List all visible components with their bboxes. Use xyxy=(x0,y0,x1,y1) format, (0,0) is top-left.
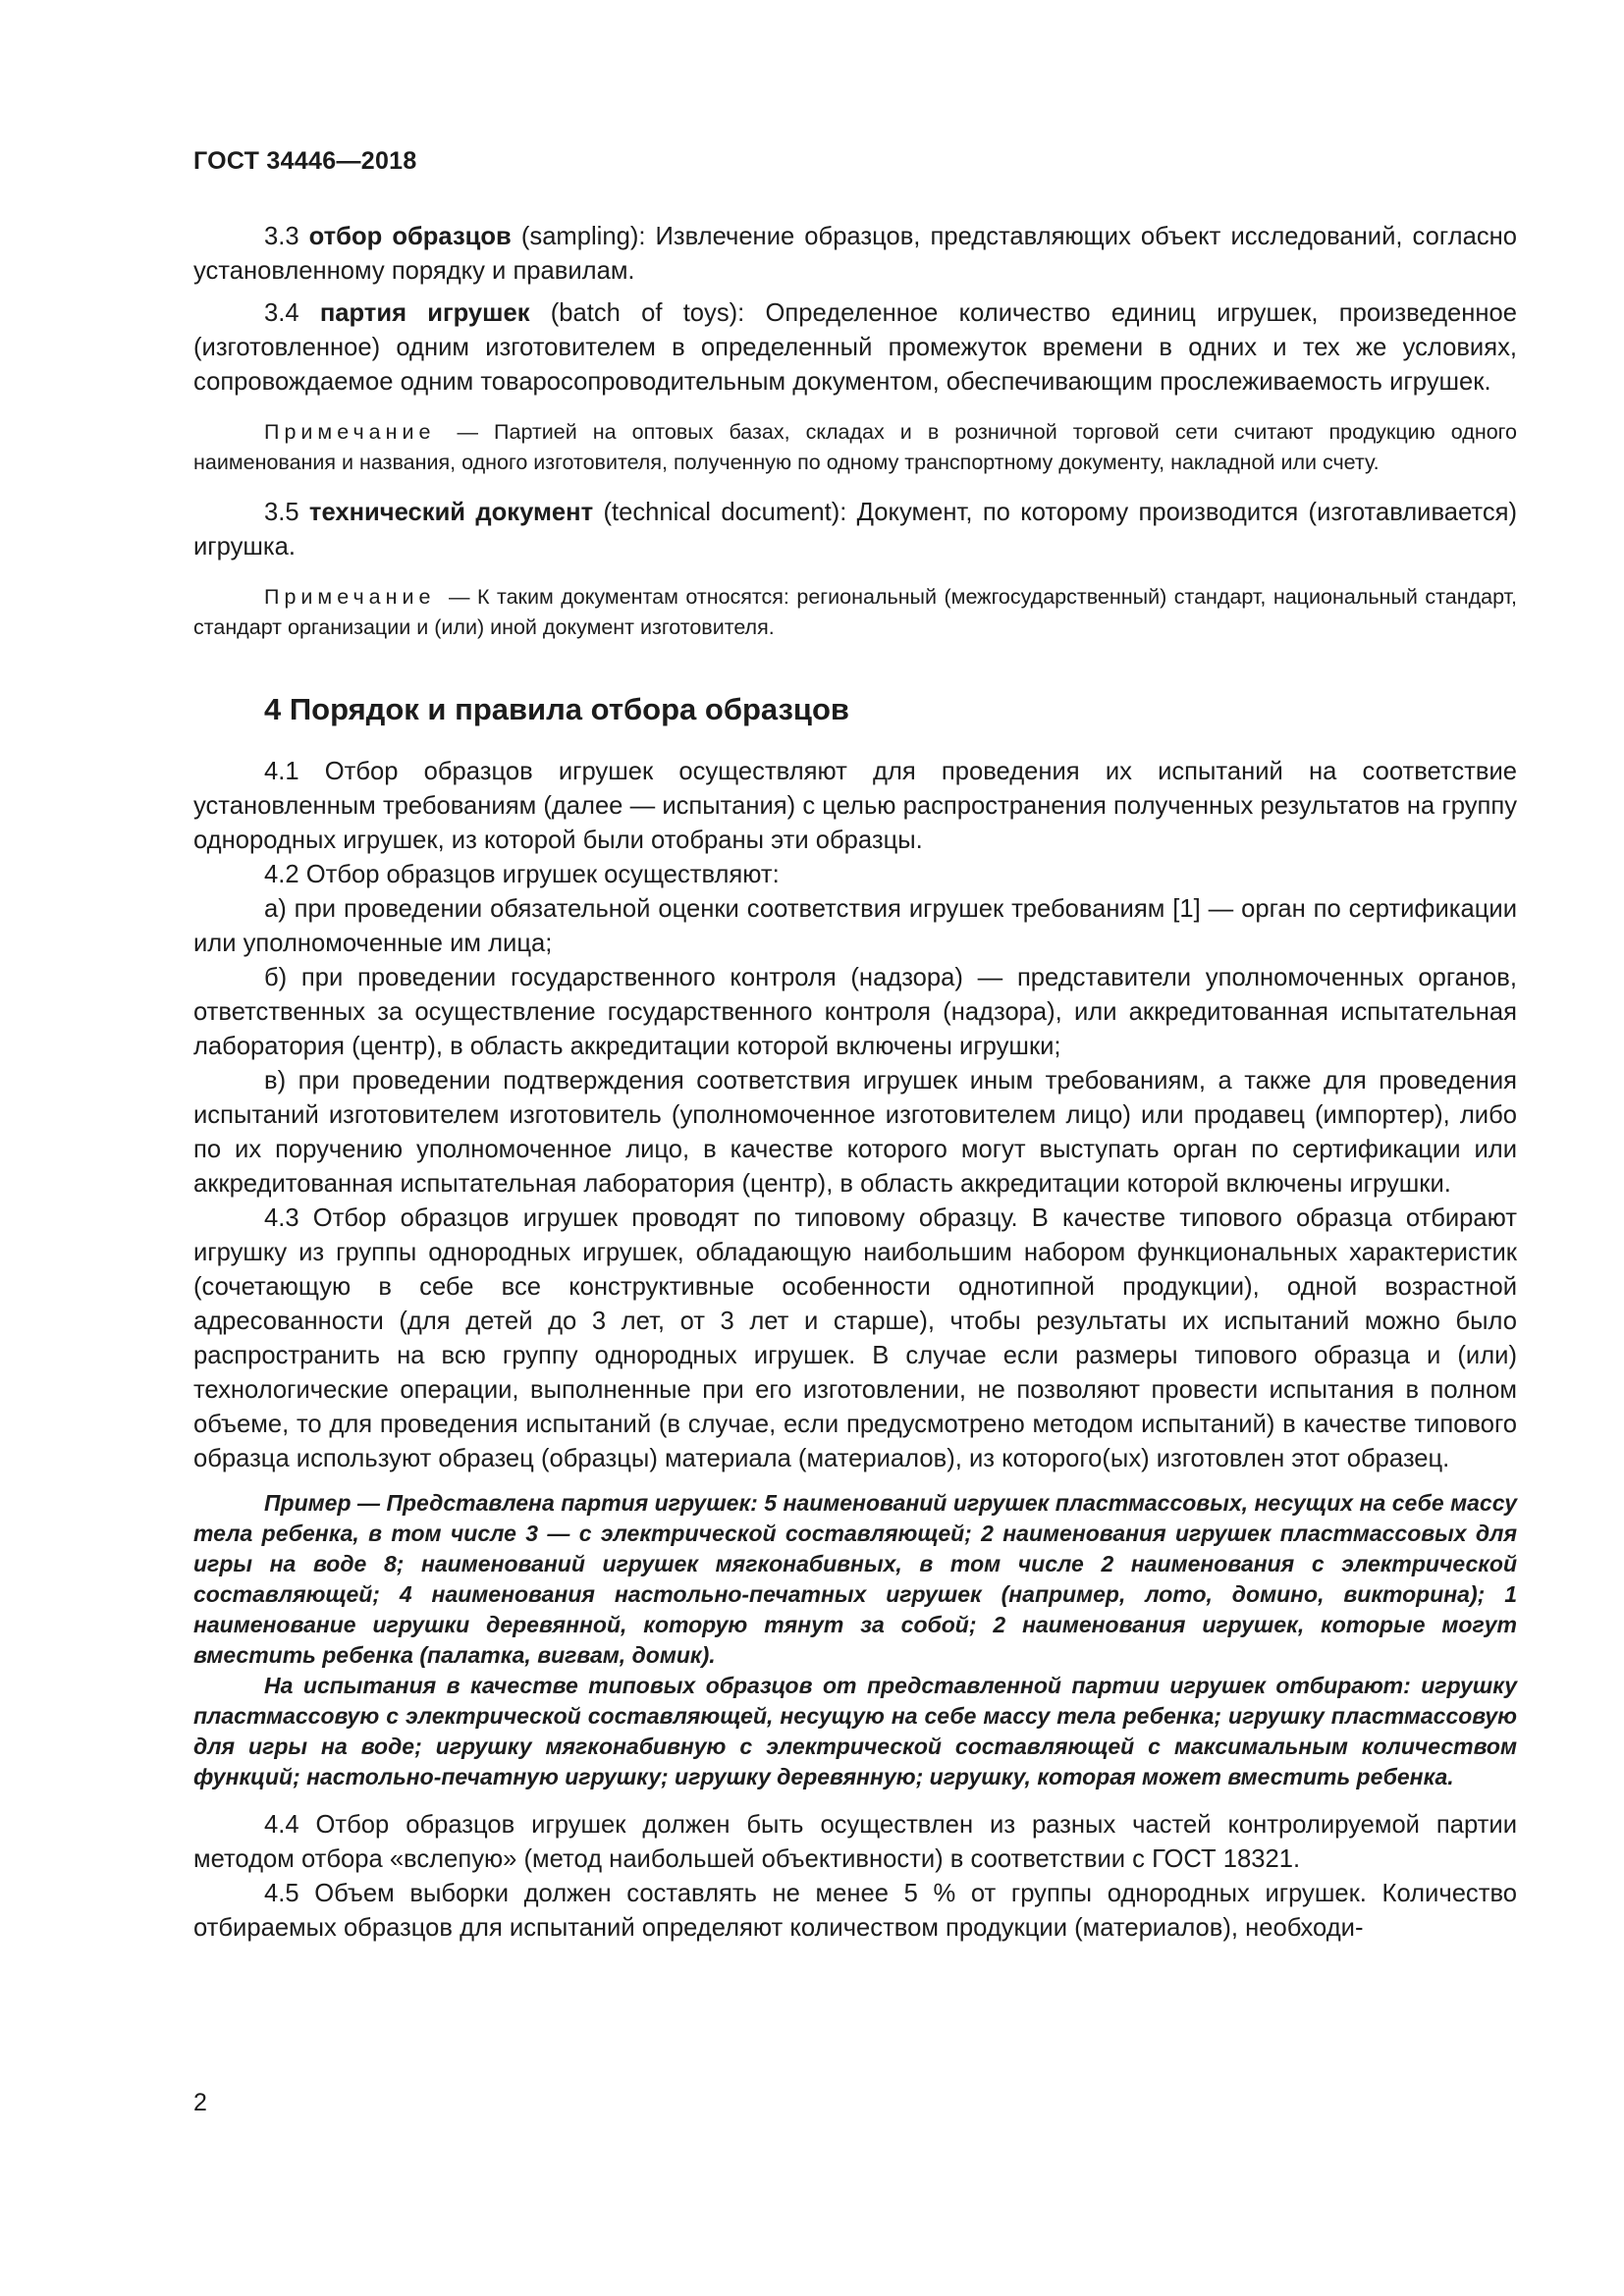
page-number: 2 xyxy=(193,2089,207,2116)
note-label: Примечание xyxy=(264,585,436,609)
clause-4-2-b: б) при проведении государственного контроля (надзора) — представители уполномоченных органов, ответственных за осуществление государственного контроля (надзора), или аккредитованная испытательная лаборатория (центр), в область аккредитации которой включены игрушки; xyxy=(193,964,1517,1060)
example-block xyxy=(193,1488,1517,1792)
clause-3-4 xyxy=(193,296,1517,400)
clause-3-3 xyxy=(193,220,1517,289)
example-paragraph-1: Пример — Представлена партия игрушек: 5 наименований игрушек пластмассовых, несущих на себе массу тела ребенка, в том числе 3 — с электрической составляющей; 2 наименования игрушек пластмассовых для игры на воде 8; наименований игрушек мягконабивных, в том числе 2 наименования с электрической составляющей; 4 наименования настольно-печатных игрушек (например, лото, домино, викторина); 1 наименование игрушки деревянной, которую тянут за собой; 2 наименования игрушек, которые могут вместить ребенка (палатка, вигвам, домик). xyxy=(193,1490,1517,1668)
note-text: — К таким документам относятся: региональный (межгосударственный) стандарт, национальный стандарт, стандарт организации и (или) иной документ изготовителя. xyxy=(193,585,1517,639)
clause-text: (batch of toys): Определенное количество единиц игрушек, произведенное (изготовленное) одним изготовителем в определенный промежуток времени в одних и тех же условиях, сопровождаемое одним товаросопроводительным документом, обеспечивающим прослеживаемость игрушек. xyxy=(193,299,1517,396)
page-content xyxy=(193,220,1517,1946)
clause-3-5 xyxy=(193,496,1517,564)
clause-4-4: 4.4 Отбор образцов игрушек должен быть осуществлен из разных частей контролируемой партии методом отбора «вслепую» (метод наибольшей объективности) в соответствии с ГОСТ 18321. xyxy=(193,1811,1517,1873)
term-batch-of-toys: партия игрушек xyxy=(319,299,530,327)
clause-number: 3.4 xyxy=(264,299,320,327)
note-3-5 xyxy=(193,582,1517,643)
clause-4-3: 4.3 Отбор образцов игрушек проводят по типовому образцу. В качестве типового образца отбирают игрушку из группы однородных игрушек, обладающую наибольшим набором функциональных характеристик (сочетающую в себе все конструктивные особенности однотипной продукции), одной возрастной адресованности (для детей до 3 лет, от 3 лет и старше), чтобы результаты их испытаний можно было распространить на всю группу однородных игрушек. В случае если размеры типового образца и (или) технологические операции, выполненные при его изготовлении, не позволяют провести испытания в полном объеме, то для проведения испытаний (в случае, если предусмотрено методом испытаний) в качестве типового образца используют образец (образцы) материала (материалов), из которого(ых) изготовлен этот образец. xyxy=(193,1204,1517,1472)
note-label: Примечание xyxy=(264,420,436,444)
clause-text: (technical document): Документ, по которому производится (изготавливается) игрушка. xyxy=(193,499,1517,561)
note-text: — Партией на оптовых базах, складах и в розничной торговой сети считают продукцию одного наименования и названия, одного изготовителя, полученную по одному транспортному документу, накладной или счету. xyxy=(193,420,1517,474)
clause-number: 3.3 xyxy=(264,223,309,250)
clause-4-1: 4.1 Отбор образцов игрушек осуществляют для проведения их испытаний на соответствие установленным требованиям (далее — испытания) с целью распространения полученных результатов на группу однородных игрушек, из которой были отобраны эти образцы. xyxy=(193,758,1517,854)
example-paragraph-2: На испытания в качестве типовых образцов от представленной партии игрушек отбирают: игрушку пластмассовую с электрической составляющей, несущую на себе массу тела ребенка; игрушку пластмассовую для игры на воде; игрушку мягконабивную с электрической составляющей с максимальным количеством функций; настольно-печатную игрушку; игрушку деревянную; игрушку, которая может вместить ребенка. xyxy=(193,1673,1517,1789)
clause-4-2-c: в) при проведении подтверждения соответствия игрушек иным требованиям, а также для проведения испытаний изготовителем изготовитель (уполномоченное изготовителем лицо) или продавец (импортер), либо по их поручению уполномоченное лицо, в качестве которого могут выступать орган по сертификации или аккредитованная испытательная лаборатория (центр), в область аккредитации которой включены игрушки. xyxy=(193,1067,1517,1198)
note-3-4 xyxy=(193,417,1517,478)
section-4-heading: 4 Порядок и правила отбора образцов xyxy=(264,692,849,726)
term-technical-document: технический документ xyxy=(308,499,594,526)
clause-4-2-a: а) при проведении обязательной оценки соответствия игрушек требованиям [1] — орган по сертификации или уполномоченные им лица; xyxy=(193,895,1517,957)
clause-text: (sampling): Извлечение образцов, представляющих объект исследований, согласно установленному порядку и правилам. xyxy=(193,223,1517,285)
clause-4-2: 4.2 Отбор образцов игрушек осуществляют: xyxy=(264,861,780,888)
clause-number: 3.5 xyxy=(264,499,309,526)
term-sampling: отбор образцов xyxy=(308,223,512,250)
page-header-standard-number: ГОСТ 34446—2018 xyxy=(193,147,417,175)
clause-4-5: 4.5 Объем выборки должен составлять не менее 5 % от группы однородных игрушек. Количество отбираемых образцов для испытаний определяют количеством продукции (материалов), необходи- xyxy=(193,1880,1517,1942)
